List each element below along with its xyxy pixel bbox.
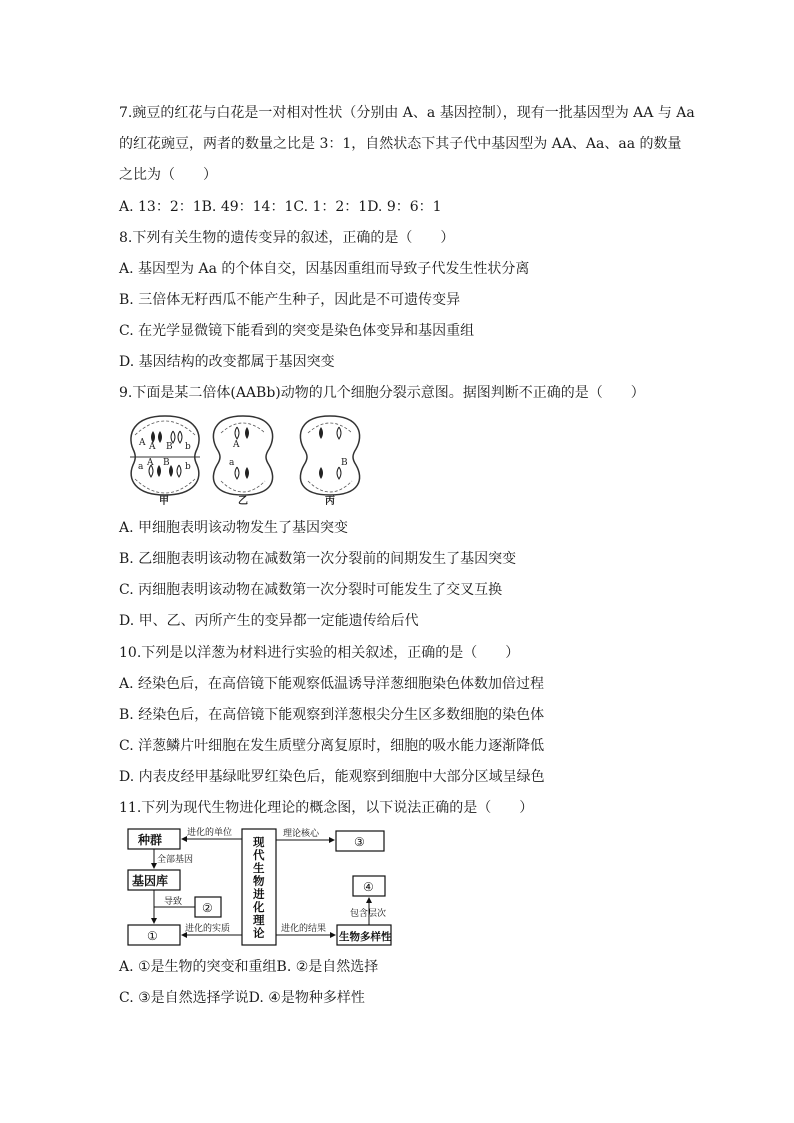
q8-stem: 8.下列有关生物的遗传变异的叙述，正确的是（ ） xyxy=(119,230,455,246)
q9-stem: 9.下面是某二倍体(AABb)动物的几个细胞分裂示意图。据图判断不正确的是（ ） xyxy=(119,385,645,401)
result-label: 进化的结果 xyxy=(281,924,327,934)
cell-bing xyxy=(300,416,359,505)
q10-stem: 10.下列是以洋葱为材料进行实验的相关叙述，正确的是（ ） xyxy=(119,645,520,661)
q10-option-c: C. 洋葱鳞片叶细胞在发生质壁分离复原时，细胞的吸水能力逐渐降低 xyxy=(119,738,545,754)
cell-yi xyxy=(213,416,272,505)
all-genes-label: 全部基因 xyxy=(157,855,194,865)
circle1-text: ① xyxy=(147,929,158,943)
center-title-text: 现 代 生 物 进 化 理 论 xyxy=(253,835,265,940)
cell-label-bing: 丙 xyxy=(325,496,335,505)
cell-jia xyxy=(130,416,200,505)
gene-label: a xyxy=(138,462,144,472)
q10-option-d: D. 内表皮经甲基绿吡罗红染色后，能观察到细胞中大部分区域呈绿色 xyxy=(119,769,545,785)
gene-label: b xyxy=(185,462,191,472)
q11-options-line1: A. ①是生物的突变和重组B. ②是自然选择 xyxy=(119,959,379,975)
evolution-concept-map xyxy=(125,826,395,950)
gene-label: a xyxy=(229,458,235,468)
gene-label: B xyxy=(166,442,173,452)
circle2-text: ② xyxy=(202,901,213,915)
q9-option-b: B. 乙细胞表明该动物在减数第一次分裂前的间期发生了基因突变 xyxy=(119,551,517,567)
q7-stem-line3: 之比为（ ） xyxy=(119,167,217,183)
q7-stem-line2: 的红花豌豆，两者的数量之比是 3：1，自然状态下其子代中基因型为 AA、Aa、aa 的数量 xyxy=(119,136,682,152)
cell-label-yi: 乙 xyxy=(238,496,248,505)
q11-stem: 11.下列为现代生物进化理论的概念图，以下说法正确的是（ ） xyxy=(119,800,534,816)
gene-label: B xyxy=(163,458,170,468)
q10-option-b: B. 经染色后，在高倍镜下能观察到洋葱根尖分生区多数细胞的染色体 xyxy=(119,707,545,723)
gene-label: A xyxy=(147,458,154,468)
biodiversity-text: 生物多样性 xyxy=(339,931,392,943)
q7-options: A. 13：2：1B. 49：14：1C. 1：2：1D. 9：6：1 xyxy=(119,199,442,215)
q8-option-c: C. 在光学显微镜下能看到的突变是染色体变异和基因重组 xyxy=(119,323,475,339)
leads-label: 导致 xyxy=(164,897,183,907)
gene-pool-text: 基因库 xyxy=(132,874,169,888)
gene-label: A xyxy=(233,440,240,450)
q8-option-d: D. 基因结构的改变都属于基因突变 xyxy=(119,354,335,370)
q8-option-a: A. 基因型为 Aa 的个体自交，因基因重组而导致子代发生性状分离 xyxy=(119,261,530,277)
gene-label: B xyxy=(341,458,348,468)
q10-option-a: A. 经染色后，在高倍镜下能观察低温诱导洋葱细胞染色体数加倍过程 xyxy=(119,676,545,692)
q11-options-line2: C. ③是自然选择学说D. ④是物种多样性 xyxy=(119,990,365,1006)
core-label: 理论核心 xyxy=(283,829,320,839)
gene-label: b xyxy=(185,442,191,452)
cell-label-jia: 甲 xyxy=(159,496,169,505)
q7-stem-line1: 7.豌豆的红花与白花是一对相对性状（分别由 A、a 基因控制），现有一批基因型为 AA 与 Aa xyxy=(119,105,695,121)
gene-label: A xyxy=(149,442,156,452)
cell-division-figure xyxy=(125,413,375,505)
essence-label: 进化的实质 xyxy=(185,924,231,934)
q9-option-d: D. 甲、乙、丙所产生的变异都一定能遗传给后代 xyxy=(119,613,419,629)
circle3-text: ③ xyxy=(354,835,365,849)
gene-label: A xyxy=(139,438,146,448)
q8-option-b: B. 三倍体无籽西瓜不能产生种子，因此是不可遗传变异 xyxy=(119,292,461,308)
unit-label: 进化的单位 xyxy=(187,828,233,838)
levels-label: 包含层次 xyxy=(350,909,387,919)
population-text: 种群 xyxy=(138,833,163,847)
circle4-text: ④ xyxy=(363,880,374,894)
q9-option-c: C. 丙细胞表明该动物在减数第一次分裂时可能发生了交叉互换 xyxy=(119,582,503,598)
q9-option-a: A. 甲细胞表明该动物发生了基因突变 xyxy=(119,520,349,536)
